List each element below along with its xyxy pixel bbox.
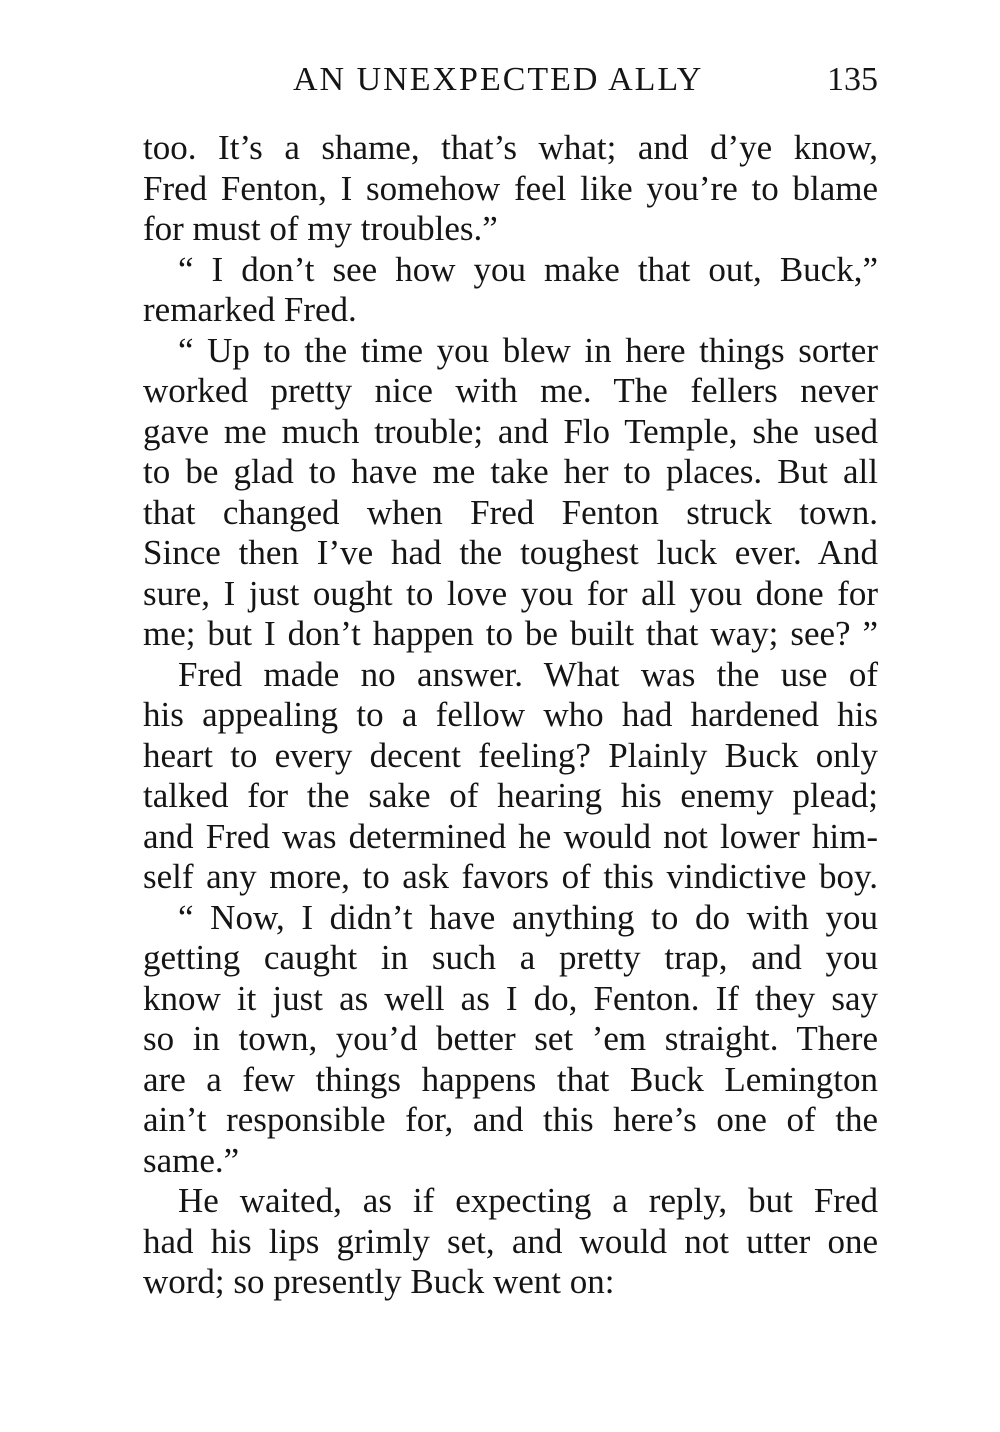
text-line-28: had his lips grimly set, and would not utter one — [143, 1221, 878, 1261]
text-line-2: Fred Fenton, I somehow feel like you’re to blame — [143, 168, 878, 208]
text-line-15: his appealing to a fellow who had hardened his — [143, 695, 878, 734]
text-line-25: ain’t responsible for, and this here’s one of the — [143, 1100, 878, 1139]
text-line-3: for must of my troubles.” — [143, 209, 498, 248]
text-line-21: getting caught in such a pretty trap, and you — [143, 938, 878, 977]
body-text — [143, 128, 878, 1303]
text-line-16: heart to every decent feeling? Plainly Buck only — [143, 735, 878, 775]
text-line-22: know it just as well as I do, Fenton. If they say — [143, 978, 878, 1018]
text-line-19: self any more, to ask favors of this vindictive boy. — [143, 857, 878, 896]
text-line-11: Since then I’ve had the toughest luck ever. And — [143, 533, 878, 572]
running-head — [143, 58, 878, 102]
text-line-27: He waited, as if expecting a reply, but Fred — [178, 1181, 878, 1220]
text-line-7: worked pretty nice with me. The fellers never — [143, 371, 878, 410]
text-line-4: “ I don’t see how you make that out, Buck,” — [178, 249, 878, 289]
text-line-5: remarked Fred. — [143, 290, 357, 329]
text-line-12: sure, I just ought to love you for all you done for — [143, 573, 878, 613]
page-number: 135 — [827, 61, 878, 98]
text-line-29: word; so presently Buck went on: — [143, 1262, 615, 1301]
text-line-9: to be glad to have me take her to places. But all — [143, 452, 878, 491]
running-title: AN UNEXPECTED ALLY — [293, 61, 704, 98]
text-line-24: are a few things happens that Buck Lemington — [143, 1059, 878, 1099]
text-line-1: too. It’s a shame, that’s what; and d’ye know, — [143, 128, 878, 167]
text-line-10: that changed when Fred Fenton struck town. — [143, 492, 878, 532]
text-line-13: me; but I don’t happen to be built that way; see? ” — [143, 614, 878, 653]
text-line-26: same.” — [143, 1140, 240, 1180]
text-line-14: Fred made no answer. What was the use of — [178, 654, 878, 694]
text-line-17: talked for the sake of hearing his enemy plead; — [143, 776, 878, 815]
text-line-18: and Fred was determined he would not lower him- — [143, 816, 878, 856]
text-line-8: gave me much trouble; and Flo Temple, she used — [143, 411, 878, 451]
text-line-23: so in town, you’d better set ’em straight. There — [143, 1019, 878, 1058]
text-line-20: “ Now, I didn’t have anything to do with you — [178, 897, 878, 937]
text-line-6: “ Up to the time you blew in here things sorter — [178, 330, 878, 370]
